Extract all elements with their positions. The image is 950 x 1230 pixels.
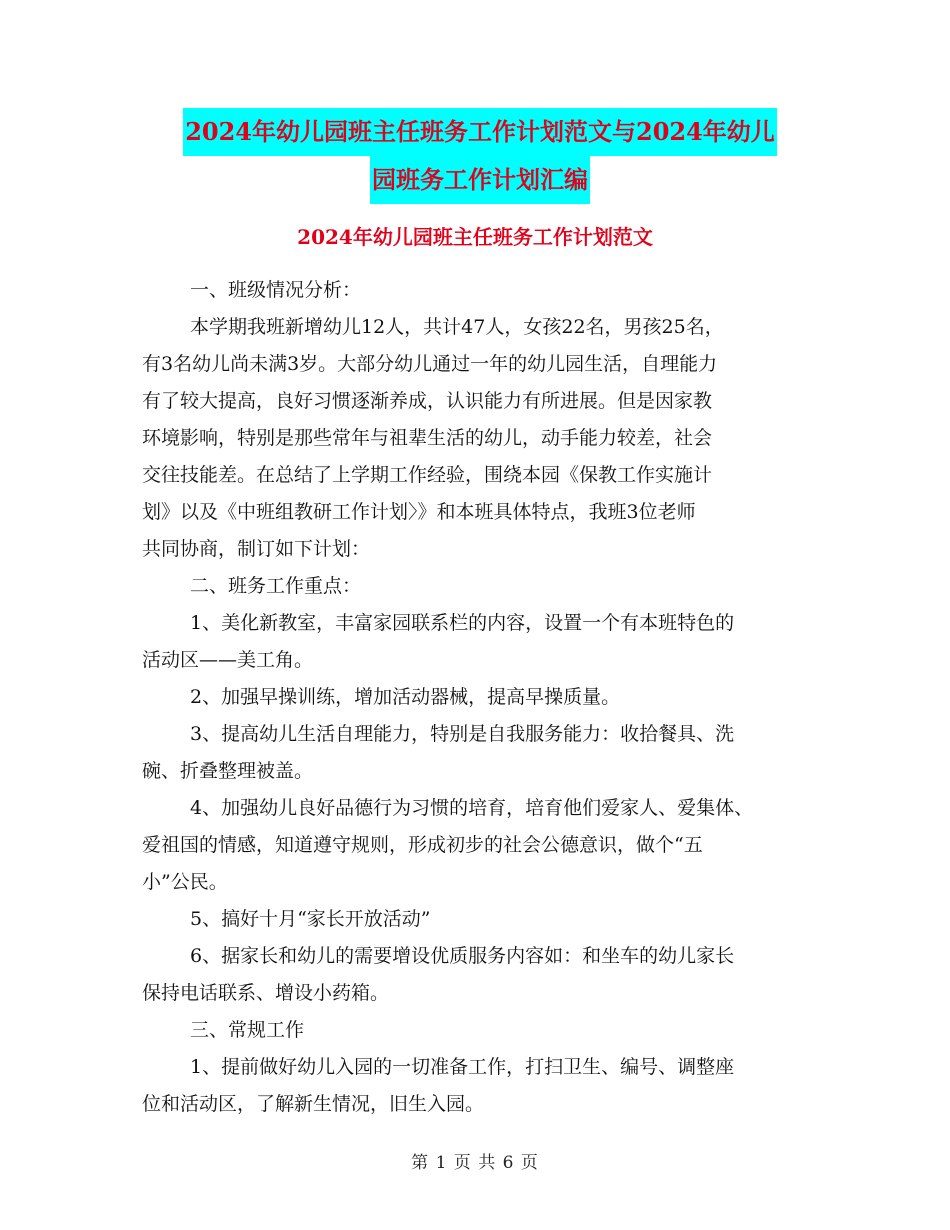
heading-work-focus: 二、班务工作重点： — [190, 575, 362, 597]
list-item-continued: 位和活动区，了解新生情况，旧生入园。 — [142, 1093, 485, 1115]
list-item: 2、加强早操训练，增加活动器械，提高早操质量。 — [190, 686, 621, 708]
paragraph-line: 本学期我班新增幼儿12人，共计47人，女孩22名，男孩25名， — [190, 316, 724, 338]
document-title — [140, 108, 820, 204]
list-item-continued: 爱祖国的情感，知道遵守规则，形成初步的社会公德意识，做个“五 — [142, 834, 703, 856]
list-item: 5、搞好十月“家长开放活动” — [190, 908, 431, 930]
list-item: 1、提前做好幼儿入园的一切准备工作，打扫卫生、编号、调整座 — [190, 1056, 735, 1078]
paragraph-line: 共同协商，制订如下计划： — [142, 538, 371, 560]
title-line-2: 园班务工作计划汇编 — [370, 156, 590, 204]
paragraph-line: 划》以及《中班组教研工作计划〉》和本班具体特点，我班3位老师 — [142, 501, 696, 523]
list-item-continued: 碗、折叠整理被盖。 — [142, 760, 314, 782]
heading-class-analysis: 一、班级情况分析： — [190, 279, 362, 301]
list-item-continued: 活动区——美工角。 — [142, 649, 314, 671]
paragraph-line: 交往技能差。在总结了上学期工作经验，围绕本园《保教工作实施计 — [142, 464, 713, 486]
list-item-continued: 保持电话联系、增设小药箱。 — [142, 982, 390, 1004]
list-item: 1、美化新教室，丰富家园联系栏的内容，设置一个有本班特色的 — [190, 612, 735, 634]
heading-routine-work: 三、常规工作 — [190, 1019, 305, 1041]
section-title: 2024年幼儿园班主任班务工作计划范文 — [297, 225, 653, 249]
list-item: 3、提高幼儿生活自理能力，特别是自我服务能力：收拾餐具、洗 — [190, 723, 735, 745]
list-item: 4、加强幼儿良好品德行为习惯的培育，培育他们爱家人、爱集体、 — [190, 797, 754, 819]
paragraph-line: 有了较大提高，良好习惯逐渐养成，认识能力有所进展。但是因家教 — [142, 390, 713, 412]
paragraph-line: 有3名幼儿尚未满3岁。大部分幼儿通过一年的幼儿园生活，自理能力 — [142, 353, 718, 375]
title-line-1: 2024年幼儿园班主任班务工作计划范文与2024年幼儿 — [183, 108, 777, 156]
body-text — [142, 272, 810, 1123]
page-footer: 第 1 页 共 6 页 — [411, 1153, 539, 1173]
list-item: 6、据家长和幼儿的需要增设优质服务内容如：和坐车的幼儿家长 — [190, 945, 735, 967]
paragraph-line: 环境影响，特别是那些常年与祖辈生活的幼儿，动手能力较差，社会 — [142, 427, 713, 449]
list-item-continued: 小”公民。 — [142, 871, 228, 893]
